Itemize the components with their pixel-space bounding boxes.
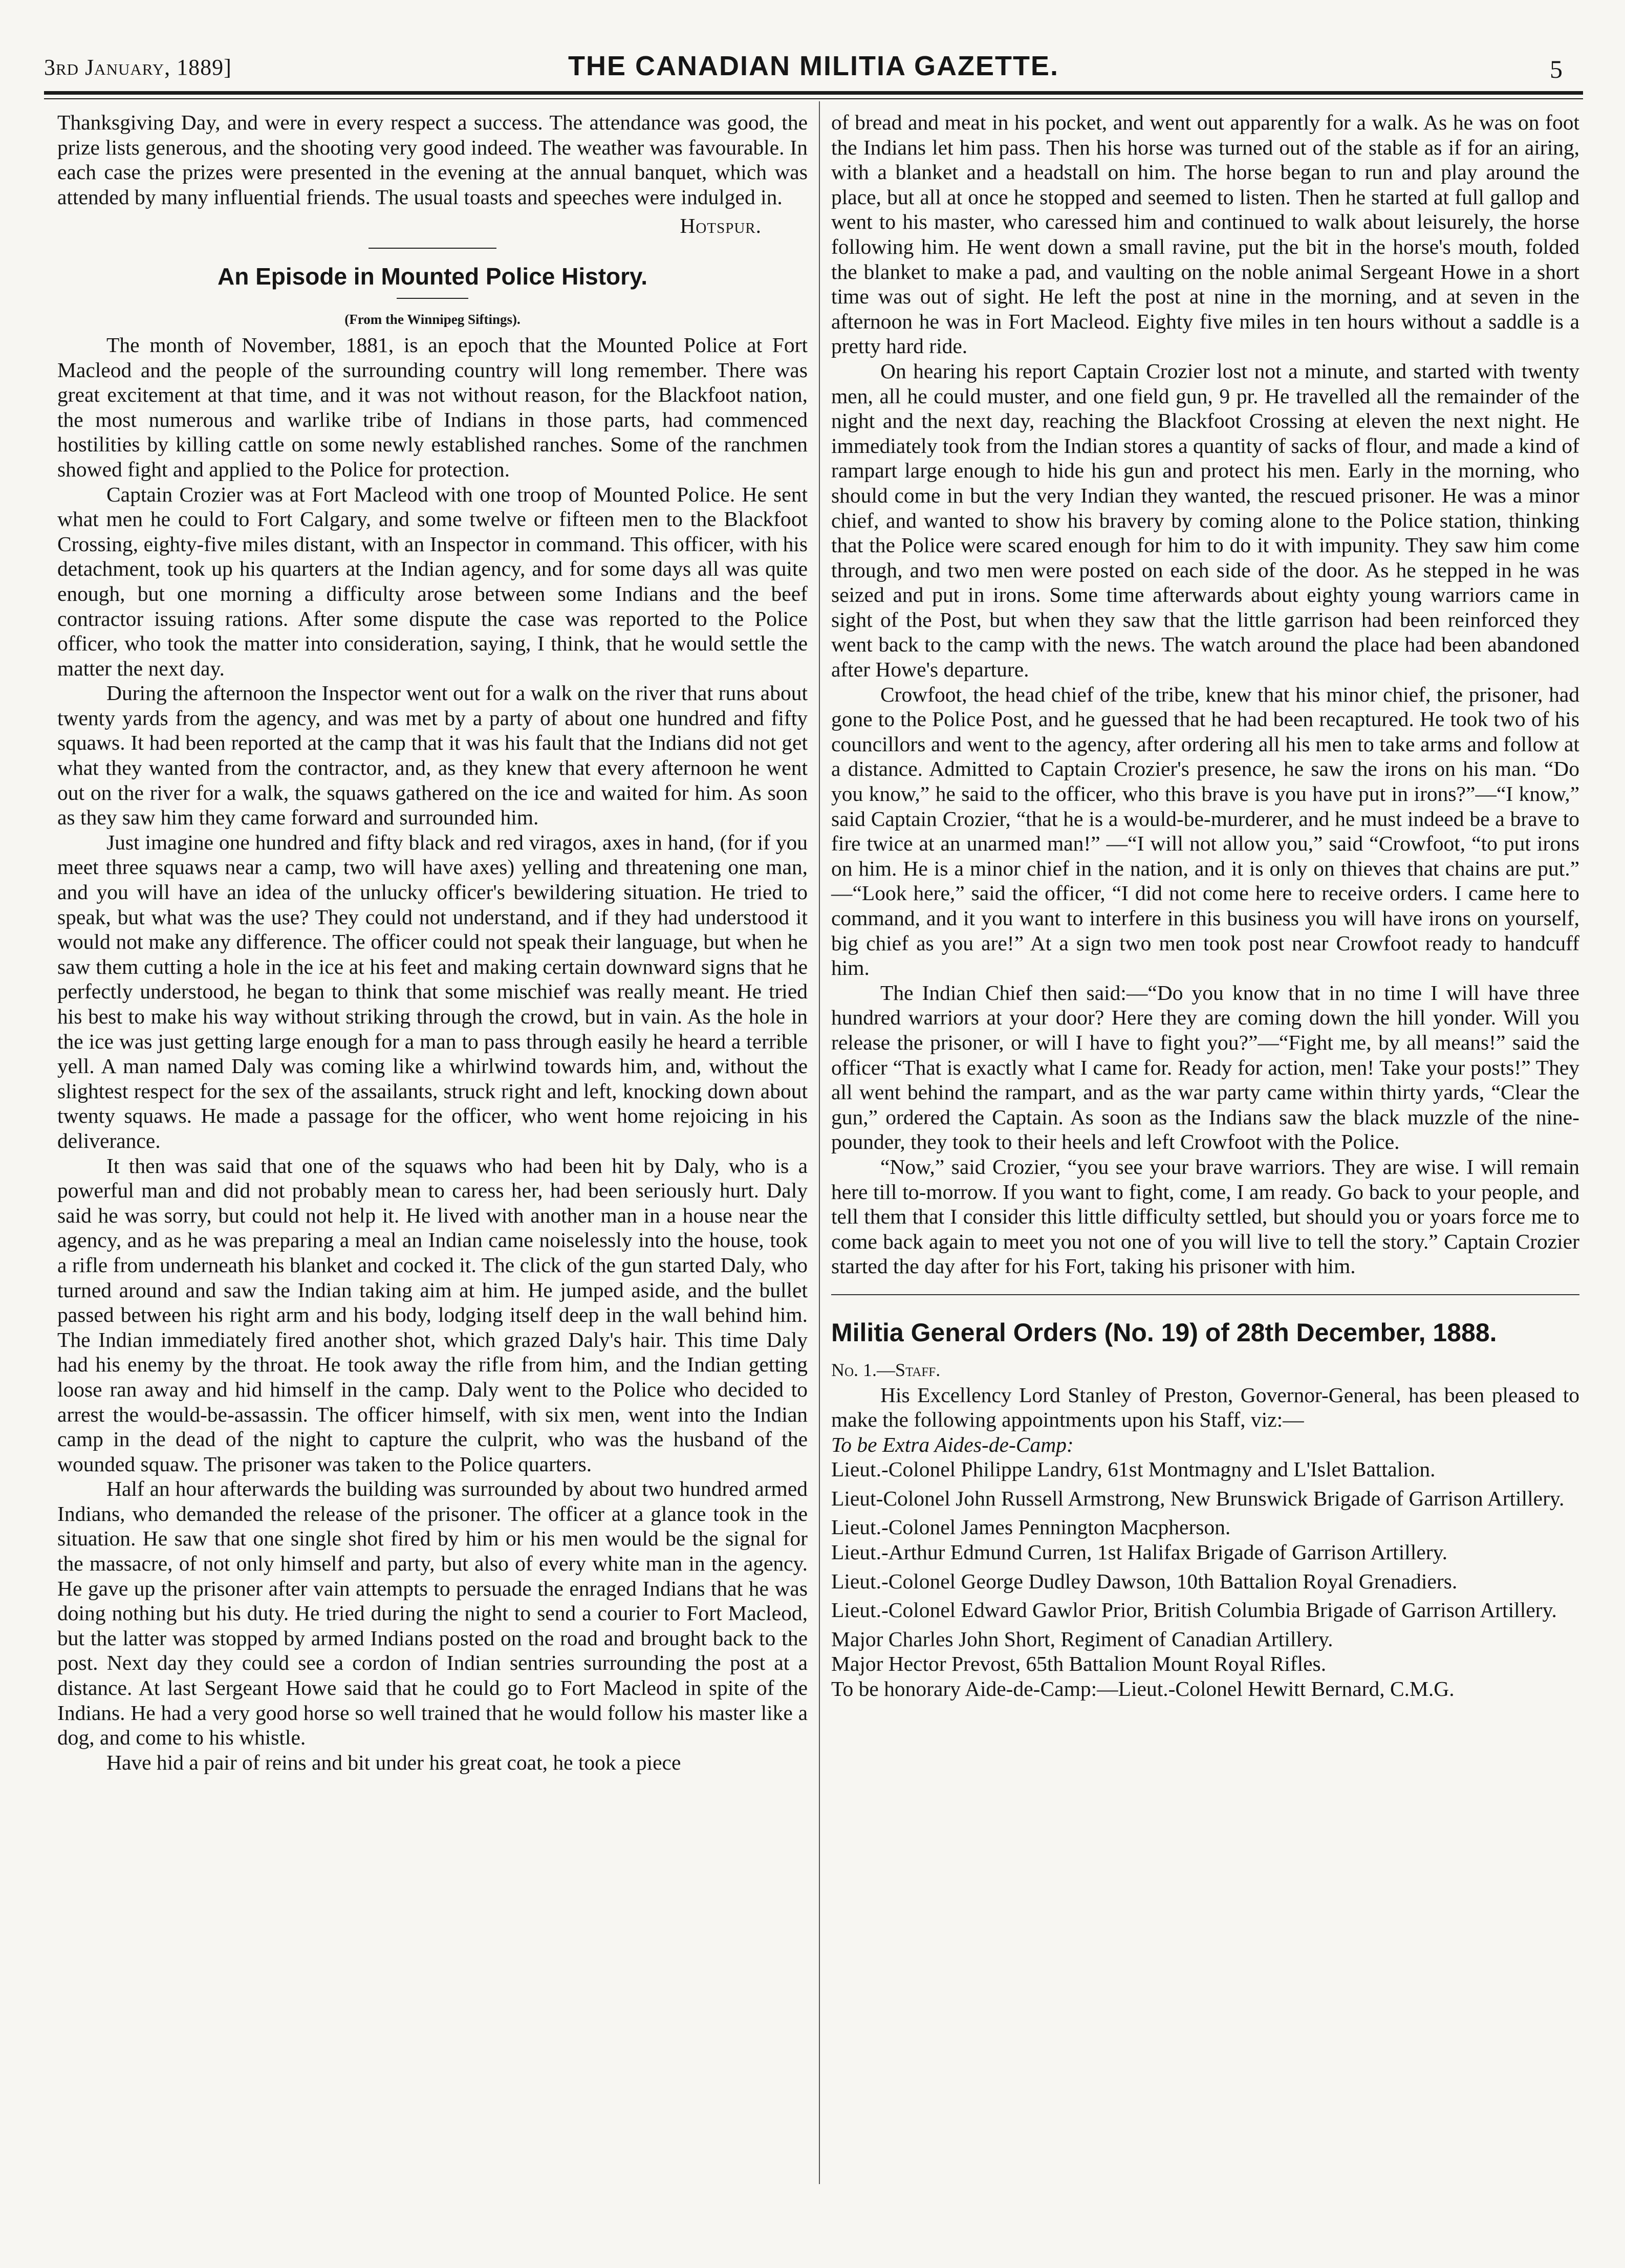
intro-paragraph: Thanksgiving Day, and were in every respect a success. The attendance was good, the prize lists generous, and the shooting very good indeed. The weather was favourable. In each case the prizes were presented in the evening at the annual banquet, which was attended by many influential friends. The usual toasts and speeches were indulged in. (57, 111, 808, 209)
column-divider (819, 101, 820, 2184)
article-paragraph: Just imagine one hundred and fifty black and red viragos, axes in hand, (for if you meet three squaws near a camp, two will have axes) yelling and threatening one man, and you will have an idea of the unlucky officer's bewildering situation. He tried to speak, but what was the use? They could not understand, and if they had understood it would not make any difference. The officer could not speak their language, but when he saw them cutting a hole in the ice at his feet and making certain downward signs that he perfectly understood, he began to think that some mischief was really meant. He tried his best to make his way without striking through the crowd, but in vain. As the hole in the ice was just getting large enough for a man to pass through easily he heard a terrible yell. A man named Daly was coming like a whirlwind towards him, and, without the slightest respect for the sex of the assailants, struck right and left, knocking down about twenty squaws. He made a passage for the officer, who went home rejoicing in his deliverance. (57, 830, 808, 1152)
article-paragraph: Have hid a pair of reins and bit under his great coat, he took a piece (106, 1750, 681, 1774)
orders-title: Militia General Orders (No. 19) of 28th December, 1888. (831, 1318, 1497, 1347)
article-paragraph: Half an hour afterwards the building was surrounded by about two hundred armed Indians, who demanded the release of the prisoner. The officer at a glance took in the situation. He saw that one single shot fired by him or his men would be the signal for the massacre, of not only himself and party, but also of every white man in the agency. He gave up the prisoner after vain attempts to persuade the enraged Indians that he was doing nothing but his duty. He tried during the night to send a courier to Fort Macleod, but the latter was stopped by armed Indians posted on the road and brought back to the post. Next day they could see a cordon of Indian sentries surrounding the post at a distance. At last Sergeant Howe said that he could go to Fort Macleod in spite of the Indians. He had a very good horse so well trained that he would follow his master like a dog, and come to his whistle. (57, 1477, 808, 1750)
staff-intro: His Excellency Lord Stanley of Preston, Governor-General, has been pleased to make the following appointments upon his Staff, viz:— (831, 1383, 1579, 1432)
staff-heading: No. 1.—Staff. (831, 1359, 941, 1380)
page-number: 5 (1550, 55, 1563, 83)
article-paragraph: The Indian Chief then said:—“Do you know that in no time I will have three hundred warriors at your door? Here they are coming down the hill yonder. Will you release the prisoner, or will I have to fight you?”—“Fight me, by all means!” said the officer “That is exactly what I came for. Ready for action, men! Take your posts!” They all went behind the rampart, and as the war party came within thirty yards, “Clear the gun,” ordered the Captain. As soon as the Indians saw the black muzzle of the nine-pounder, they took to their heels and left Crowfoot with the Police. (831, 980, 1579, 1154)
article-source: (From the Winnipeg Siftings). (344, 311, 521, 327)
appointment-item: Lieut.-Colonel George Dudley Dawson, 10th Battalion Royal Grenadiers. (831, 1569, 1458, 1593)
appointment-item: Major Hector Prevost, 65th Battalion Mount Royal Rifles. (831, 1652, 1327, 1676)
gazette-title: THE CANADIAN MILITIA GAZETTE. (568, 51, 1059, 81)
title-rule (397, 298, 468, 299)
appointment-item: Lieut.-Colonel James Pennington Macpherson. (831, 1515, 1231, 1539)
aides-heading: To be Extra Aides-de-Camp: (831, 1432, 1074, 1456)
article-paragraph: During the afternoon the Inspector went out for a walk on the river that runs about twenty yards from the agency, and was met by a party of about one hundred and fifty squaws. It had been reported at the camp that it was his fault that the Indians did not get what they wanted from the contractor, and, as they knew that every afternoon he went out on the river for a walk, the squaws gathered on the ice and waited for him. As soon as they saw him they came forward and surrounded him. (57, 681, 808, 830)
appointment-item: Lieut.-Colonel Edward Gawlor Prior, British Columbia Brigade of Garrison Artillery. (831, 1598, 1557, 1622)
header-rule-thin (44, 98, 1583, 99)
appointment-item: To be honorary Aide-de-Camp:—Lieut.-Colonel Hewitt Bernard, C.M.G. (831, 1677, 1455, 1701)
article-paragraph: Crowfoot, the head chief of the tribe, knew that his minor chief, the prisoner, had gone to the Police Post, and he guessed that he had been recaptured. He took two of his councillors and went to the agency, after ordering all his men to take arms and follow at a distance. Admitted to Captain Crozier's presence, he saw the irons on his man. “Do you know,” he said to the officer, who this brave is you have put in irons?”—“I know,” said Captain Crozier, “that he is a would-be-murderer, and he must indeed be a brave to fire twice at an unarmed man!” —“I will not allow you,” said “Crowfoot, “to put irons on him. He is a minor chief in the nation, and it is only on thieves that chains are put.” —“Look here,” said the officer, “I did not come here to receive orders. I came here to command, and it you want to interfere in this business you will have irons on yourself, big chief as you are!” At a sign two men took post near Crowfoot ready to handcuff him. (831, 682, 1579, 980)
article-paragraph: On hearing his report Captain Crozier lost not a minute, and started with twenty men, all he could muster, and one field gun, 9 pr. He travelled all the remainder of the night and the next day, reaching the Blackfoot Crossing at eleven the next night. He immediately took from the Indian stores a quantity of sacks of flour, and made a kind of rampart large enough to hide his gun and protect his men. Early in the morning, who should come in but the very Indian they wanted, the rescued prisoner. He was a minor chief, and wanted to show his bravery by coming alone to the Police station, thinking that the Police were scared enough for him to do it with impunity. They saw him come through, and two men were posted on each side of the door. As he stepped in he was seized and put in irons. Some time afterwards about eighty young warriors came in sight of the Post, but when they saw that the little garrison had been reinforced they went back to the camp with the news. The watch around the place had been abandoned after Howe's departure. (831, 359, 1579, 682)
separator-rule (369, 248, 496, 249)
appointment-item: Major Charles John Short, Regiment of Canadian Artillery. (831, 1627, 1333, 1651)
section-separator (831, 1294, 1579, 1295)
page-header (44, 47, 1583, 93)
signature: Hotspur. (680, 214, 762, 238)
article-title: An Episode in Mounted Police History. (218, 263, 647, 290)
article-paragraph: of bread and meat in his pocket, and went out apparently for a walk. As he was on foot the Indians let him pass. Then his horse was turned out of the stable as if for an airing, with a blanket and a headstall on him. The horse began to run and play around the place, but all at once he stopped and seemed to listen. Then he started at full gallop and went to his master, who caressed him and continued to walk about leisurely, the horse following him. He went down a small ravine, put the bit in the horse's mouth, folded the blanket to make a pad, and vaulting on the noble animal Sergeant Howe in a short time was out of sight. He left the post at nine in the morning, and at seven in the afternoon he was in Fort Macleod. Eighty five miles in ten hours without a saddle is a pretty hard ride. (831, 111, 1579, 358)
issue-date: 3rd January, 1889] (44, 55, 232, 80)
article-paragraph: “Now,” said Crozier, “you see your brave warriors. They are wise. I will remain here till to-morrow. If you want to fight, come, I am ready. Go back to your people, and tell them that I consider this little difficulty settled, but should you or yoars force me to come back again to meet you not one of you will live to tell the story.” Captain Crozier started the day after for his Fort, taking his prisoner with him. (831, 1154, 1579, 1278)
appointment-item: Lieut.-Colonel Philippe Landry, 61st Montmagny and L'Islet Battalion. (831, 1457, 1436, 1481)
left-column (57, 110, 808, 1775)
article-paragraph: It then was said that one of the squaws who had been hit by Daly, who is a powerful man and did not probably mean to caress her, had been seriously hurt. Daly said he was sorry, but could not help it. He lived with another man in a house near the agency, and as he was preparing a meal an Indian came noiselessly into the house, took a rifle from underneath his blanket and cocked it. The click of the gun started Daly, who turned around and saw the Indian taking aim at him. He jumped aside, and the bullet passed between his right arm and his body, lodging itself deep in the wall behind him. The Indian immediately fired another shot, which grazed Daly's hair. This time Daly had his enemy by the throat. He took away the rifle from him, and the Indian getting loose ran away and hid himself in the camp. Daly went to the Police who decided to arrest the would-be-assassin. The officer himself, with six men, went into the Indian camp in the dead of the night to capture the culprit, who was the husband of the wounded squaw. The prisoner was taken to the Police quarters. (57, 1153, 808, 1476)
right-column (831, 110, 1579, 1702)
header-rule-thick (44, 91, 1583, 95)
appointment-item: Lieut.-Arthur Edmund Curren, 1st Halifax Brigade of Garrison Artillery. (831, 1540, 1447, 1564)
appointment-item: Lieut-Colonel John Russell Armstrong, New Brunswick Brigade of Garrison Artillery. (831, 1486, 1565, 1510)
article-paragraph: Captain Crozier was at Fort Macleod with one troop of Mounted Police. He sent what men he could to Fort Calgary, and some twelve or fifteen men to the Blackfoot Crossing, eighty-five miles distant, with an Inspector in command. This officer, with his detachment, took up his quarters at the Indian agency, and for some days all was quite enough, but one morning a difficulty arose between some Indians and the beef contractor issuing rations. After some dispute the case was reported to the Police officer, who took the matter into consideration, saying, I think, that he would settle the matter the next day. (57, 482, 808, 680)
article-paragraph: The month of November, 1881, is an epoch that the Mounted Police at Fort Macleod and the people of the surrounding country will long remember. There was great excitement at that time, and it was not without reason, for the Blackfoot nation, the most numerous and warlike tribe of Indians in those parts, had commenced hostilities by killing cattle on some newly established ranches. Some of the ranchmen showed fight and applied to the Police for protection. (57, 333, 808, 481)
